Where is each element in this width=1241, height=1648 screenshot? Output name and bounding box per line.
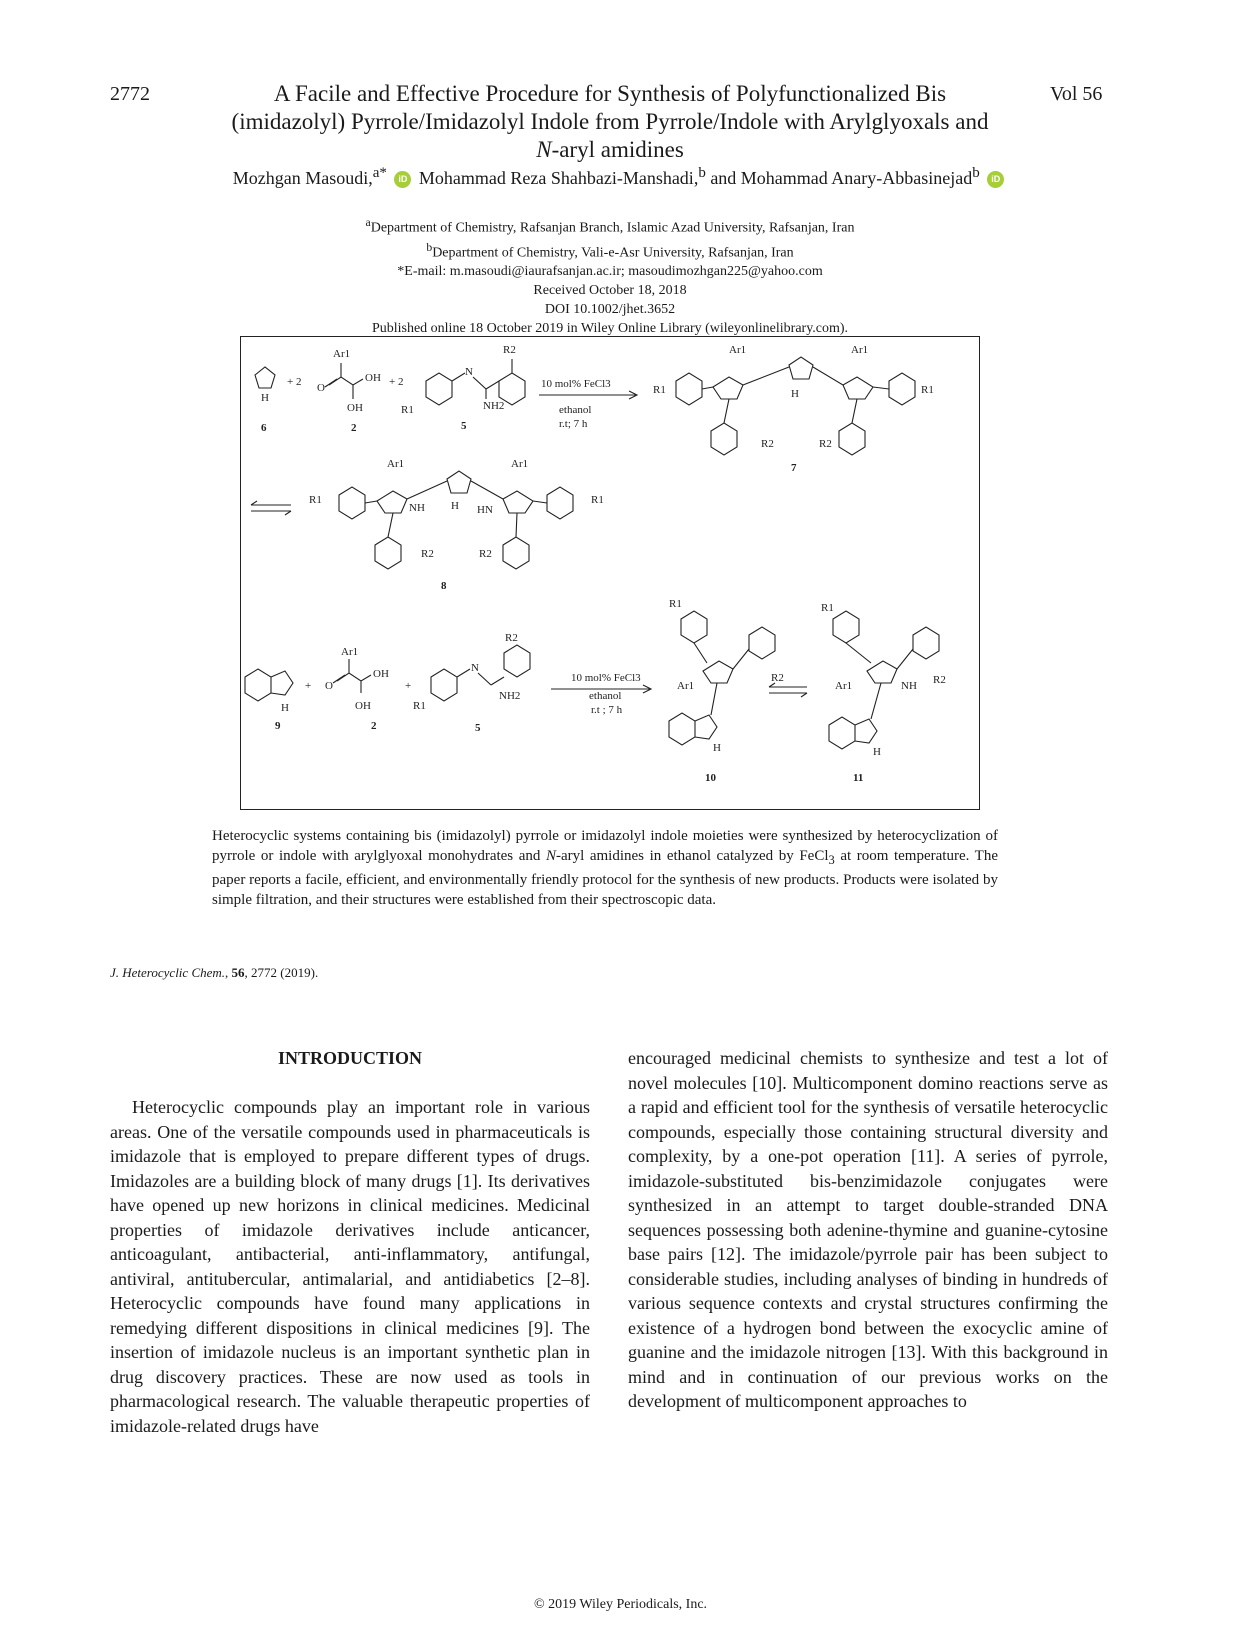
label-catalyst: 10 mol% FeCl3 xyxy=(541,378,611,390)
label-OH: OH xyxy=(347,402,363,414)
label-R2: R2 xyxy=(933,674,946,686)
compound-label: 5 xyxy=(475,722,481,734)
product8-ring-left xyxy=(339,487,365,519)
compound-label: 6 xyxy=(261,422,267,434)
product7-imid-left xyxy=(713,377,743,399)
author-name: Mozhgan Masoudi, xyxy=(232,168,373,188)
product8-imid-left xyxy=(377,491,407,513)
product10-aryl-top xyxy=(681,611,707,643)
equilibrium-arrow-1 xyxy=(251,501,291,515)
label-OH: OH xyxy=(373,668,389,680)
label-NH2: NH2 xyxy=(499,690,521,702)
label-NH2: NH2 xyxy=(483,400,505,412)
citation-volume: 56 xyxy=(231,965,245,980)
product7-imid-right xyxy=(843,377,873,399)
label-NH: NH xyxy=(901,680,917,692)
page-number: 2772 xyxy=(110,83,150,105)
label-Ar1: Ar1 xyxy=(851,344,869,356)
product10-aryl-right xyxy=(749,627,775,659)
product7-aryl-right xyxy=(839,423,865,455)
glyoxal-bonds-2 xyxy=(333,659,371,693)
received-date: Received October 18, 2018 xyxy=(533,283,687,299)
compound-label: 2 xyxy=(371,720,377,732)
product8-ring-right xyxy=(547,487,573,519)
amidine-ring-2 xyxy=(431,669,504,701)
pyrrole-ring xyxy=(255,367,275,388)
label-R1: R1 xyxy=(821,602,834,614)
label-R2: R2 xyxy=(761,438,774,450)
product8-pyrrole xyxy=(447,471,471,493)
product7-ring-right xyxy=(889,373,915,405)
label-H: H xyxy=(451,500,459,512)
abstract-text: -aryl amidines in ethanol catalyzed by FeCl xyxy=(555,848,829,864)
affiliation-a xyxy=(230,213,990,238)
citation-rest: , 2772 (2019). xyxy=(244,965,319,980)
journal-citation xyxy=(110,965,318,981)
author-affil-sup: a* xyxy=(372,165,387,181)
compound-label: 7 xyxy=(791,462,797,474)
article-title xyxy=(230,80,990,164)
label-Ar1: Ar1 xyxy=(835,680,853,692)
amidine-aryl-2 xyxy=(504,645,530,677)
label-N: N xyxy=(465,366,473,378)
author-name: Mohammad Reza Shahbazi-Manshadi, xyxy=(418,168,699,188)
reaction-scheme-svg xyxy=(241,337,979,809)
label-H: H xyxy=(281,702,289,714)
label-R1: R1 xyxy=(653,384,666,396)
label-conditions: r.t; 7 h xyxy=(559,418,588,430)
section-heading: INTRODUCTION xyxy=(277,1048,423,1068)
compound-label: 11 xyxy=(853,772,864,784)
citation-journal: J. Heterocyclic Chem. xyxy=(110,965,226,980)
label-plus: + xyxy=(405,680,412,692)
label-R1: R1 xyxy=(591,494,604,506)
label-H: H xyxy=(261,392,269,404)
product11-aryl-top xyxy=(833,611,859,643)
label-R1: R1 xyxy=(669,598,682,610)
label-Ar1: Ar1 xyxy=(511,458,529,470)
product7-pyrrole xyxy=(789,357,813,379)
glyoxal-bonds xyxy=(325,363,363,399)
body-column-right: encouraged medicinal chemists to synthesize and test a lot of novel molecules [10]. Multicomponent domino reactions serve as a rapid and efficient tool for the synthesis of versatile heterocyclic compounds, especially those containing structural diversity and complexity, by a one-pot operation [11]. A series of pyrrole, imidazole-substituted bis-benzimidazole conjugates were synthesized in an attempt to target double-stranded DNA sequences possessing both adenine-thymine and guanine-cytosine base pairs [12]. The imidazole/pyrrole pair has been subject to considerable studies, including analyses of binding in hundreds of various sequence contexts and crystal structures confirming the existence of a hydrogen bond between the exocyclic amine of guanine and the imidazole nitrogen [13]. With this background in mind and in continuation of our previous works on the development of multicomponent approaches to xyxy=(628,1048,1108,1411)
abstract-italic: N xyxy=(545,848,556,864)
label-H: H xyxy=(791,388,799,400)
product7-aryl-left xyxy=(711,423,737,455)
email-line: *E-mail: m.masoudi@iaurafsanjan.ac.ir; masoudimozhgan225@yahoo.com xyxy=(397,264,823,280)
product11-imid xyxy=(867,661,897,683)
author-affil-sup: b xyxy=(972,165,980,181)
label-plus: + 2 xyxy=(287,376,302,388)
affil-sup: b xyxy=(426,240,433,254)
product10-links xyxy=(694,643,749,715)
product11-aryl-right xyxy=(913,627,939,659)
label-R1: R1 xyxy=(921,384,934,396)
label-O: O xyxy=(317,382,325,394)
author-list xyxy=(130,165,1110,189)
title-text-2: -aryl amidines xyxy=(551,137,684,162)
abstract-text: at room temperature. The paper reports a facile, efficient, and environmentally friendly protocol for the synthesis of new products. Products were isolated by simple filtration, and their structures were established from their spectroscopic data. xyxy=(212,848,998,908)
label-R2: R2 xyxy=(819,438,832,450)
product8-imid-right xyxy=(503,491,533,513)
label-R2: R2 xyxy=(479,548,492,560)
title-text-1: A Facile and Effective Procedure for Synthesis of Polyfunctionalized Bis (imidazolyl) Pyrrole/Imidazolyl Indole from Pyrrole/Indole with Arylglyoxals and xyxy=(231,81,989,134)
label-HN: HN xyxy=(477,504,493,516)
affil-sup: a xyxy=(365,216,371,229)
label-H: H xyxy=(873,746,881,758)
equilibrium-arrow-2 xyxy=(769,683,807,697)
label-solvent: ethanol xyxy=(559,404,592,416)
product7-ring-left xyxy=(676,373,702,405)
label-O: O xyxy=(325,680,333,692)
product11-indole xyxy=(829,717,877,749)
citation-sep: , xyxy=(225,965,232,980)
compound-label: 8 xyxy=(441,580,447,592)
label-R1: R1 xyxy=(309,494,322,506)
product8-aryl-right xyxy=(503,537,529,569)
author-affil-sup: b xyxy=(698,165,706,181)
abstract xyxy=(212,826,998,910)
label-H: H xyxy=(713,742,721,754)
label-plus: + xyxy=(305,680,312,692)
label-plus: + 2 xyxy=(389,376,404,388)
abstract-text: Heterocyclic systems containing bis (imidazolyl) pyrrole or imidazolyl indole moieties were synthesized by heterocyclization of pyrrole or indole with arylglyoxal monohydrates and xyxy=(212,828,998,864)
label-R2: R2 xyxy=(505,632,518,644)
reaction-arrow-top xyxy=(539,391,637,399)
product10-imid xyxy=(703,661,733,683)
label-solvent: ethanol xyxy=(589,690,622,702)
label-N: N xyxy=(471,662,479,674)
orcid-icon[interactable]: iD xyxy=(987,171,1004,188)
label-OH: OH xyxy=(365,372,381,384)
label-Ar1: Ar1 xyxy=(333,348,351,360)
abstract-subscript: 3 xyxy=(828,853,835,867)
volume-label: Vol 56 xyxy=(1050,83,1103,105)
compound-label: 2 xyxy=(351,422,357,434)
reaction-scheme xyxy=(240,336,980,810)
label-catalyst: 10 mol% FeCl3 xyxy=(571,672,641,684)
author-name: and Mohammad Anary-Abbasinejad xyxy=(705,168,973,188)
label-Ar1: Ar1 xyxy=(341,646,359,658)
indole-rings xyxy=(245,669,293,701)
label-conditions: r.t ; 7 h xyxy=(591,704,623,716)
body-column-left: Heterocyclic compounds play an important role in various areas. One of the versatile compounds used in pharmaceuticals is imidazole that is employed to prepare different types of drugs. Imidazoles are a building block of many drugs [1]. Its derivatives have opened up new horizons in clinical medicines. Medicinal properties of imidazole derivatives include anticancer, anticoagulant, antibacterial, anti-inflammatory, antifungal, antiviral, antitubercular, antimalarial, and antidiabetics [2–8]. Heterocyclic compounds have found many applications in remedying different dispositions in clinical medicines [9]. The insertion of imidazole nucleus is an important synthetic plan in drug discovery practices. These are now used as tools in pharmacological research. The valuable therapeutic properties of imidazole-related drugs have xyxy=(110,1097,590,1436)
label-Ar1: Ar1 xyxy=(387,458,405,470)
published-line: Published online 18 October 2019 in Wiley Online Library (wileyonlinelibrary.com). xyxy=(371,321,849,337)
label-R2: R2 xyxy=(503,344,516,356)
label-R1: R1 xyxy=(401,404,414,416)
affil-text: Department of Chemistry, Rafsanjan Branch, Islamic Azad University, Rafsanjan, Iran xyxy=(370,220,855,236)
affil-text: Department of Chemistry, Vali-e-Asr University, Rafsanjan, Iran xyxy=(432,245,794,261)
label-Ar1: Ar1 xyxy=(677,680,695,692)
label-Ar1: Ar1 xyxy=(729,344,747,356)
label-R2: R2 xyxy=(771,672,784,684)
affiliations xyxy=(230,213,990,338)
compound-label: 5 xyxy=(461,420,467,432)
product8-aryl-left xyxy=(375,537,401,569)
label-OH: OH xyxy=(355,700,371,712)
title-italic: N xyxy=(536,137,552,162)
amidine-aryl xyxy=(499,359,525,405)
label-R1: R1 xyxy=(413,700,426,712)
product10-indole xyxy=(669,713,717,745)
label-NH: NH xyxy=(409,502,425,514)
affiliation-b xyxy=(230,238,990,263)
orcid-icon[interactable]: iD xyxy=(394,171,411,188)
doi: DOI 10.1002/jhet.3652 xyxy=(544,302,676,318)
copyright-footer: © 2019 Wiley Periodicals, Inc. xyxy=(533,1597,708,1612)
compound-label: 9 xyxy=(275,720,281,732)
label-R2: R2 xyxy=(421,548,434,560)
compound-label: 10 xyxy=(705,772,716,784)
